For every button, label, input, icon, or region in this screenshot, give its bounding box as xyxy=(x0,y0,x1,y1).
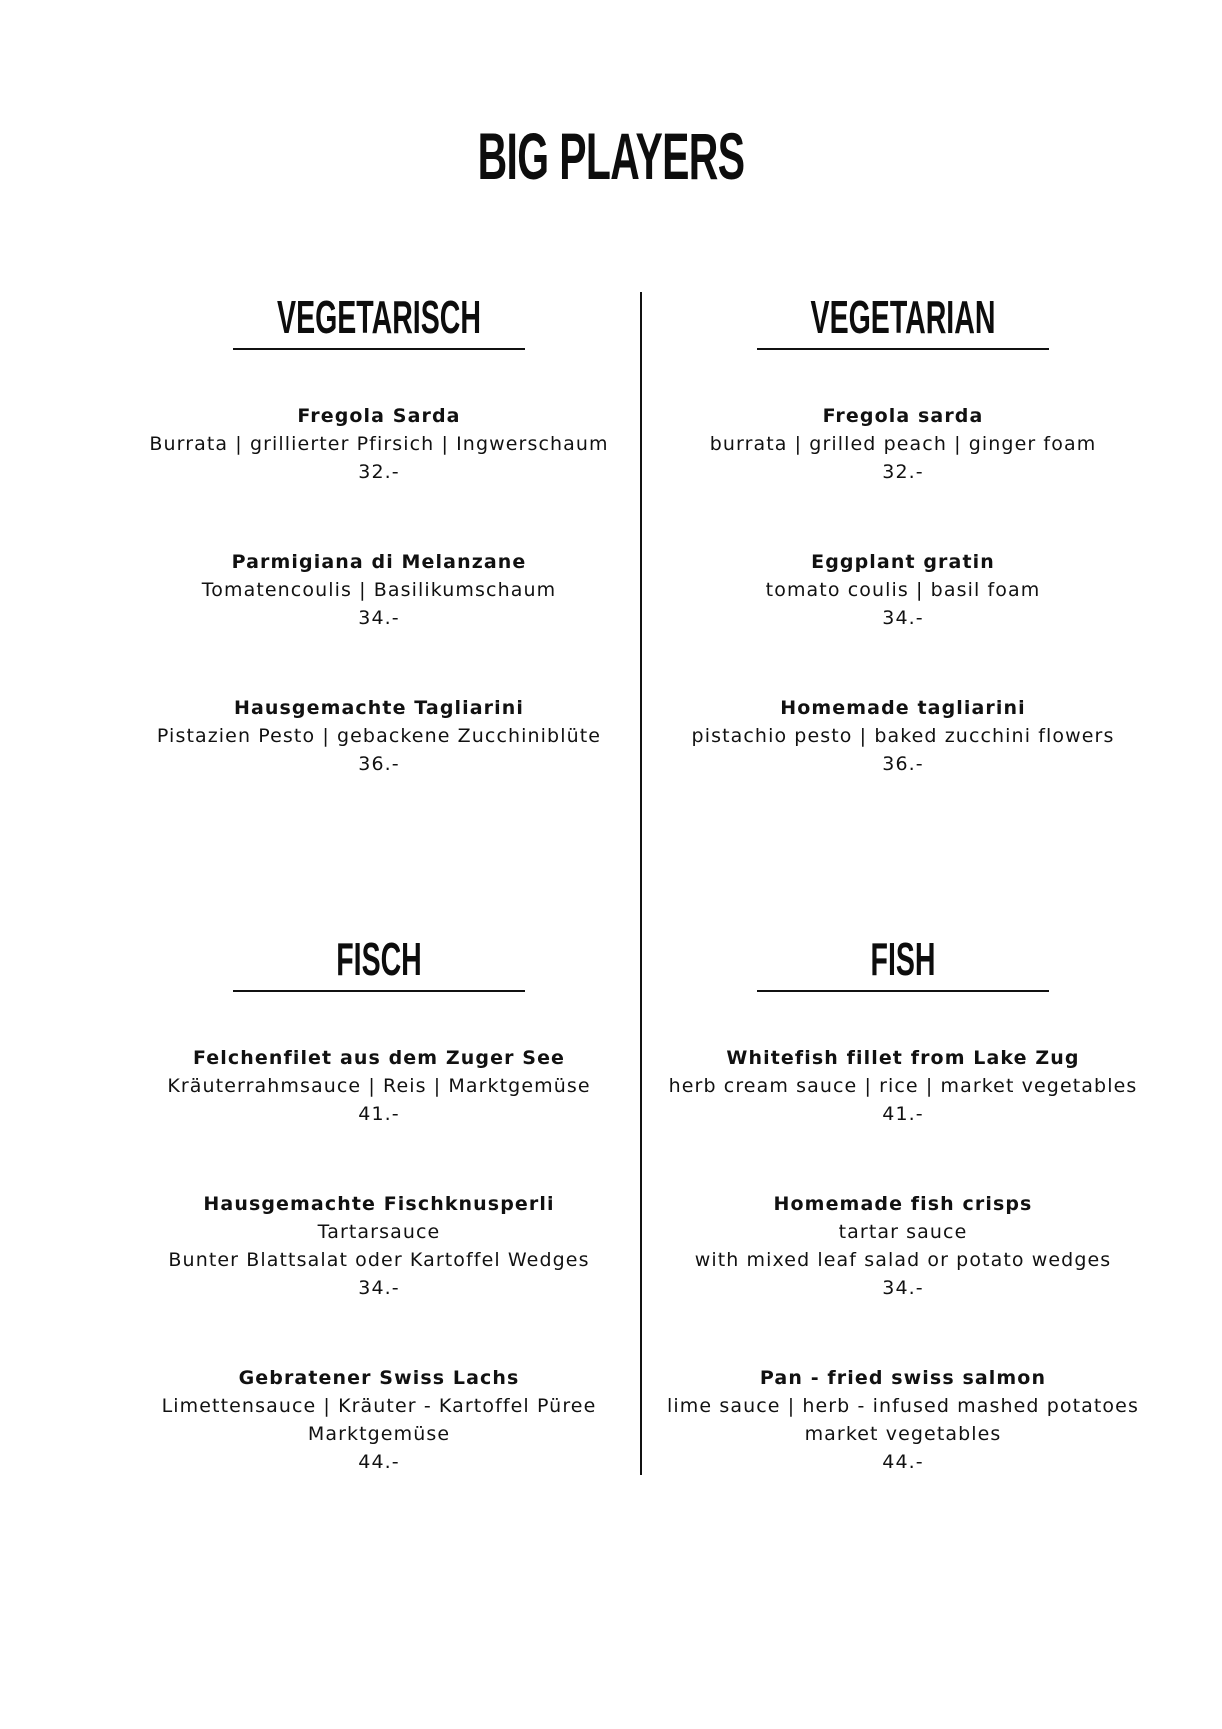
dish-description: Bunter Blattsalat oder Kartoffel Wedges xyxy=(168,1249,590,1271)
dish-description: tomato coulis | basil foam xyxy=(765,579,1041,601)
dish-price: 44.- xyxy=(358,1451,400,1473)
dish-item xyxy=(119,1044,639,1128)
dish-name: Parmigiana di Melanzane xyxy=(231,551,527,573)
dish-description: herb cream sauce | rice | market vegetables xyxy=(668,1075,1138,1097)
section-heading-vegetarian: VEGETARIAN xyxy=(810,291,996,343)
dish-description: tartar sauce xyxy=(838,1221,968,1243)
dish-item xyxy=(643,548,1163,632)
dish-item xyxy=(643,1190,1163,1302)
section-rule xyxy=(757,990,1049,992)
dish-description: Tomatencoulis | Basilikumschaum xyxy=(201,579,557,601)
dish-price: 44.- xyxy=(882,1451,924,1473)
dish-name: Homemade fish crisps xyxy=(773,1193,1033,1215)
dish-item xyxy=(119,1364,639,1476)
dish-name: Felchenfilet aus dem Zuger See xyxy=(192,1047,566,1069)
section-heading-fish: FISH xyxy=(870,933,936,985)
page-title: BIG PLAYERS xyxy=(477,119,745,193)
dish-price: 36.- xyxy=(882,753,924,775)
dish-item xyxy=(643,1364,1163,1476)
dish-item xyxy=(643,402,1163,486)
dish-name: Eggplant gratin xyxy=(811,551,995,573)
dish-description: Pistazien Pesto | gebackene Zucchiniblüte xyxy=(156,725,602,747)
dish-price: 41.- xyxy=(882,1103,924,1125)
dish-description: Tartarsauce xyxy=(317,1221,441,1243)
dish-name: Whitefish fillet from Lake Zug xyxy=(726,1047,1080,1069)
dish-description: Kräuterrahmsauce | Reis | Marktgemüse xyxy=(167,1075,591,1097)
section-rule xyxy=(233,348,525,350)
dish-price: 41.- xyxy=(358,1103,400,1125)
dish-description: Marktgemüse xyxy=(307,1423,451,1445)
dish-item xyxy=(119,548,639,632)
section-rule xyxy=(233,990,525,992)
dish-description: Burrata | grillierter Pfirsich | Ingwerschaum xyxy=(149,433,609,455)
dish-item xyxy=(119,1190,639,1302)
column-divider xyxy=(640,292,642,1475)
dish-price: 34.- xyxy=(358,1277,400,1299)
dish-description: with mixed leaf salad or potato wedges xyxy=(694,1249,1112,1271)
dish-description: lime sauce | herb - infused mashed potatoes xyxy=(667,1395,1139,1417)
dish-item xyxy=(119,402,639,486)
dish-description: burrata | grilled peach | ginger foam xyxy=(709,433,1097,455)
dish-name: Hausgemachte Tagliarini xyxy=(233,697,525,719)
dish-price: 36.- xyxy=(358,753,400,775)
dish-name: Hausgemachte Fischknusperli xyxy=(203,1193,555,1215)
section-heading-fisch: FISCH xyxy=(336,933,422,985)
dish-name: Homemade tagliarini xyxy=(780,697,1026,719)
dish-price: 34.- xyxy=(358,607,400,629)
dish-price: 32.- xyxy=(882,461,924,483)
dish-description: Limettensauce | Kräuter - Kartoffel Püree xyxy=(161,1395,597,1417)
dish-item xyxy=(643,694,1163,778)
dish-price: 34.- xyxy=(882,607,924,629)
section-rule xyxy=(757,348,1049,350)
dish-price: 32.- xyxy=(358,461,400,483)
section-heading-vegetarisch: VEGETARISCH xyxy=(277,291,481,343)
dish-description: pistachio pesto | baked zucchini flowers xyxy=(691,725,1115,747)
dish-name: Pan - fried swiss salmon xyxy=(759,1367,1047,1389)
dish-item xyxy=(643,1044,1163,1128)
dish-price: 34.- xyxy=(882,1277,924,1299)
dish-name: Gebratener Swiss Lachs xyxy=(238,1367,520,1389)
dish-name: Fregola Sarda xyxy=(297,405,461,427)
dish-description: market vegetables xyxy=(804,1423,1002,1445)
dish-item xyxy=(119,694,639,778)
dish-name: Fregola sarda xyxy=(822,405,984,427)
